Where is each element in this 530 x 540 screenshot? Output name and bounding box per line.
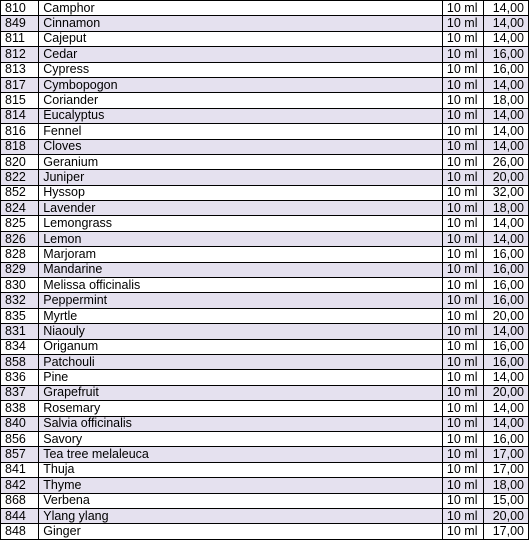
product-name-cell: Lemon [39, 231, 443, 246]
volume-cell: 10 ml [442, 262, 483, 277]
price-cell: 14,00 [484, 370, 529, 385]
product-code-cell: 820 [1, 154, 39, 169]
volume-cell: 10 ml [442, 216, 483, 231]
product-name-cell: Hyssop [39, 185, 443, 200]
product-code-cell: 849 [1, 16, 39, 31]
volume-cell: 10 ml [442, 478, 483, 493]
product-name-cell: Eucalyptus [39, 108, 443, 123]
price-cell: 16,00 [484, 339, 529, 354]
product-code-cell: 837 [1, 385, 39, 400]
volume-cell: 10 ml [442, 47, 483, 62]
price-cell: 17,00 [484, 447, 529, 462]
product-code-cell: 813 [1, 62, 39, 77]
table-row [1, 370, 529, 385]
product-name-cell: Cedar [39, 47, 443, 62]
table-row [1, 262, 529, 277]
volume-cell: 10 ml [442, 201, 483, 216]
price-cell: 16,00 [484, 247, 529, 262]
table-row [1, 508, 529, 523]
volume-cell: 10 ml [442, 493, 483, 508]
table-row [1, 77, 529, 92]
table-row [1, 124, 529, 139]
product-code-cell: 825 [1, 216, 39, 231]
product-name-cell: Fennel [39, 124, 443, 139]
product-code-cell: 814 [1, 108, 39, 123]
price-cell: 20,00 [484, 508, 529, 523]
price-cell: 17,00 [484, 462, 529, 477]
table-row [1, 385, 529, 400]
product-name-cell: Cajeput [39, 31, 443, 46]
price-cell: 14,00 [484, 416, 529, 431]
product-name-cell: Cypress [39, 62, 443, 77]
table-row [1, 47, 529, 62]
volume-cell: 10 ml [442, 31, 483, 46]
product-name-cell: Juniper [39, 170, 443, 185]
product-name-cell: Cloves [39, 139, 443, 154]
product-code-cell: 828 [1, 247, 39, 262]
volume-cell: 10 ml [442, 16, 483, 31]
volume-cell: 10 ml [442, 293, 483, 308]
price-cell: 20,00 [484, 385, 529, 400]
product-name-cell: Geranium [39, 154, 443, 169]
table-row [1, 339, 529, 354]
volume-cell: 10 ml [442, 385, 483, 400]
product-code-cell: 818 [1, 139, 39, 154]
price-cell: 14,00 [484, 216, 529, 231]
volume-cell: 10 ml [442, 431, 483, 446]
product-code-cell: 834 [1, 339, 39, 354]
table-row [1, 108, 529, 123]
product-code-cell: 844 [1, 508, 39, 523]
volume-cell: 10 ml [442, 139, 483, 154]
product-code-cell: 829 [1, 262, 39, 277]
price-cell: 16,00 [484, 278, 529, 293]
price-cell: 14,00 [484, 401, 529, 416]
product-name-cell: Myrtle [39, 308, 443, 323]
price-cell: 16,00 [484, 293, 529, 308]
price-cell: 18,00 [484, 478, 529, 493]
product-name-cell: Peppermint [39, 293, 443, 308]
product-name-cell: Rosemary [39, 401, 443, 416]
product-code-cell: 822 [1, 170, 39, 185]
product-code-cell: 811 [1, 31, 39, 46]
product-code-cell: 815 [1, 93, 39, 108]
volume-cell: 10 ml [442, 77, 483, 92]
product-code-cell: 816 [1, 124, 39, 139]
table-row [1, 493, 529, 508]
product-name-cell: Lavender [39, 201, 443, 216]
volume-cell: 10 ml [442, 508, 483, 523]
table-row [1, 278, 529, 293]
table-row [1, 154, 529, 169]
volume-cell: 10 ml [442, 1, 483, 16]
product-code-cell: 810 [1, 1, 39, 16]
table-row [1, 31, 529, 46]
product-name-cell: Ginger [39, 524, 443, 539]
volume-cell: 10 ml [442, 462, 483, 477]
volume-cell: 10 ml [442, 231, 483, 246]
product-code-cell: 831 [1, 324, 39, 339]
product-code-cell: 817 [1, 77, 39, 92]
volume-cell: 10 ml [442, 354, 483, 369]
price-cell: 15,00 [484, 493, 529, 508]
product-name-cell: Grapefruit [39, 385, 443, 400]
table-row [1, 324, 529, 339]
volume-cell: 10 ml [442, 370, 483, 385]
price-cell: 20,00 [484, 170, 529, 185]
product-name-cell: Marjoram [39, 247, 443, 262]
product-code-cell: 838 [1, 401, 39, 416]
volume-cell: 10 ml [442, 247, 483, 262]
product-name-cell: Melissa officinalis [39, 278, 443, 293]
product-name-cell: Mandarine [39, 262, 443, 277]
price-cell: 14,00 [484, 108, 529, 123]
product-code-cell: 848 [1, 524, 39, 539]
price-cell: 18,00 [484, 93, 529, 108]
price-cell: 14,00 [484, 16, 529, 31]
price-cell: 16,00 [484, 62, 529, 77]
volume-cell: 10 ml [442, 93, 483, 108]
table-row [1, 247, 529, 262]
product-code-cell: 812 [1, 47, 39, 62]
table-row [1, 139, 529, 154]
price-cell: 14,00 [484, 231, 529, 246]
volume-cell: 10 ml [442, 62, 483, 77]
product-name-cell: Coriander [39, 93, 443, 108]
product-code-cell: 857 [1, 447, 39, 462]
table-row [1, 93, 529, 108]
product-code-cell: 836 [1, 370, 39, 385]
product-name-cell: Camphor [39, 1, 443, 16]
product-name-cell: Patchouli [39, 354, 443, 369]
table-row [1, 16, 529, 31]
table-row [1, 62, 529, 77]
volume-cell: 10 ml [442, 416, 483, 431]
table-row [1, 201, 529, 216]
price-cell: 14,00 [484, 139, 529, 154]
price-cell: 14,00 [484, 324, 529, 339]
table-row [1, 478, 529, 493]
volume-cell: 10 ml [442, 108, 483, 123]
product-name-cell: Lemongrass [39, 216, 443, 231]
price-list-body [1, 1, 529, 540]
table-row [1, 524, 529, 539]
product-name-cell: Savory [39, 431, 443, 446]
product-name-cell: Niaouly [39, 324, 443, 339]
product-code-cell: 830 [1, 278, 39, 293]
price-cell: 14,00 [484, 31, 529, 46]
table-row [1, 462, 529, 477]
product-name-cell: Pine [39, 370, 443, 385]
table-row [1, 216, 529, 231]
table-row [1, 1, 529, 16]
product-code-cell: 832 [1, 293, 39, 308]
product-name-cell: Origanum [39, 339, 443, 354]
product-code-cell: 840 [1, 416, 39, 431]
volume-cell: 10 ml [442, 524, 483, 539]
product-name-cell: Thyme [39, 478, 443, 493]
price-cell: 26,00 [484, 154, 529, 169]
product-name-cell: Cinnamon [39, 16, 443, 31]
volume-cell: 10 ml [442, 401, 483, 416]
product-name-cell: Tea tree melaleuca [39, 447, 443, 462]
product-code-cell: 842 [1, 478, 39, 493]
volume-cell: 10 ml [442, 308, 483, 323]
product-name-cell: Ylang ylang [39, 508, 443, 523]
product-code-cell: 858 [1, 354, 39, 369]
product-code-cell: 835 [1, 308, 39, 323]
volume-cell: 10 ml [442, 170, 483, 185]
price-cell: 18,00 [484, 201, 529, 216]
volume-cell: 10 ml [442, 447, 483, 462]
product-name-cell: Verbena [39, 493, 443, 508]
price-cell: 20,00 [484, 308, 529, 323]
volume-cell: 10 ml [442, 124, 483, 139]
product-code-cell: 826 [1, 231, 39, 246]
volume-cell: 10 ml [442, 324, 483, 339]
table-row [1, 308, 529, 323]
product-code-cell: 841 [1, 462, 39, 477]
table-row [1, 401, 529, 416]
table-row [1, 447, 529, 462]
price-cell: 14,00 [484, 124, 529, 139]
volume-cell: 10 ml [442, 278, 483, 293]
price-cell: 14,00 [484, 1, 529, 16]
table-row [1, 354, 529, 369]
volume-cell: 10 ml [442, 154, 483, 169]
product-code-cell: 852 [1, 185, 39, 200]
price-cell: 16,00 [484, 262, 529, 277]
product-code-cell: 824 [1, 201, 39, 216]
volume-cell: 10 ml [442, 185, 483, 200]
table-row [1, 170, 529, 185]
price-cell: 32,00 [484, 185, 529, 200]
product-name-cell: Thuja [39, 462, 443, 477]
table-row [1, 431, 529, 446]
price-cell: 16,00 [484, 354, 529, 369]
price-cell: 17,00 [484, 524, 529, 539]
price-cell: 16,00 [484, 431, 529, 446]
volume-cell: 10 ml [442, 339, 483, 354]
table-row [1, 293, 529, 308]
table-row [1, 416, 529, 431]
price-cell: 16,00 [484, 47, 529, 62]
product-code-cell: 868 [1, 493, 39, 508]
table-row [1, 231, 529, 246]
product-name-cell: Cymbopogon [39, 77, 443, 92]
product-name-cell: Salvia officinalis [39, 416, 443, 431]
table-row [1, 185, 529, 200]
product-code-cell: 856 [1, 431, 39, 446]
price-cell: 14,00 [484, 77, 529, 92]
